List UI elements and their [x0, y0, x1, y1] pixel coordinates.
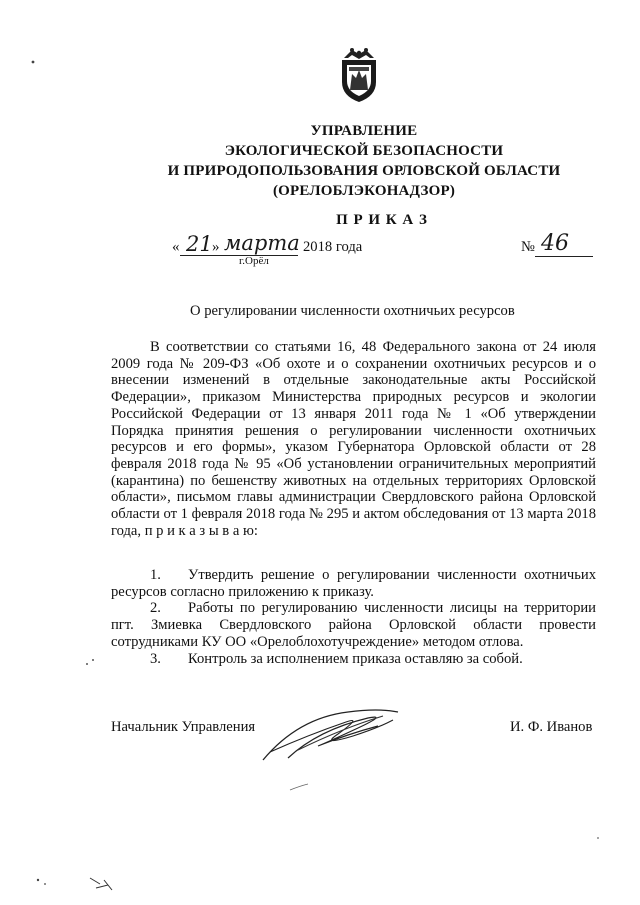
header-line-2: ЭКОЛОГИЧЕСКОЙ БЕЗОПАСНОСТИ — [224, 143, 504, 159]
header-line-4: (ОРЕЛОБЛЭКОНАДЗОР) — [272, 183, 456, 199]
number-handwritten: 46 — [541, 231, 569, 256]
signatory-name: И. Ф. Иванов — [510, 719, 593, 735]
list-item-text: Утвердить решение о регулировании численности охотничьих ресурсов согласно приложению к приказу. — [111, 567, 596, 600]
date-year: 2018 года — [303, 239, 363, 255]
number-sign: № — [521, 239, 535, 255]
signatory-position: Начальник Управления — [111, 719, 256, 735]
header-line-3: И ПРИРОДОПОЛЬЗОВАНИЯ ОРЛОВСКОЙ ОБЛАСТИ — [167, 163, 561, 179]
list-item-number: 1. — [150, 567, 161, 583]
date-day-handwritten: 21 — [186, 232, 213, 256]
date-mid-quote: » — [212, 239, 220, 255]
date-month-handwritten: марта — [224, 231, 300, 255]
list-item-text: Работы по регулированию численности лисицы на территории пгт. Змиевка Свердловского района Орловской области провести сотрудниками КУ ОО «Орелоблохотучреждение» методом отлова. — [111, 600, 596, 650]
document-type-title: П Р И К А З — [336, 212, 428, 228]
preamble-paragraph: В соответствии со статьями 16, 48 Федерального закона от 24 июля 2009 года № 209-ФЗ «Об охоте и о сохранении охотничьих ресурсов и о внесении изменений в отдельные законодательные акты Российской Федерации», приказом Министерства природных ресурсов и экологии Российской Федерации от 13 января 2011 года № 1 «Об утверждении Порядка принятия решения о регулировании численности охотничьих ресурсов и его формы», указом Губернатора Орловской области от 28 февраля 2018 года № 95 «Об установлении ограничительных мероприятий (карантина) по бешенству животных на отдельных территориях Орловской области», письмом главы администрации Свердловского района Орловской области от 1 февраля 2018 года № 295 и актом обследования от 13 марта 2018 года, п р и к а з ы в а ю: — [111, 339, 596, 539]
order-subject: О регулировании численности охотничьих ресурсов — [190, 303, 515, 319]
date-open-quote: « — [172, 239, 180, 255]
order-place: г.Орёл — [239, 255, 269, 267]
header-line-1: УПРАВЛЕНИЕ — [310, 123, 418, 139]
list-item-number: 2. — [150, 600, 161, 617]
list-item-text: Контроль за исполнением приказа оставляю за собой. — [188, 650, 523, 667]
list-item-number: 3. — [150, 650, 161, 667]
